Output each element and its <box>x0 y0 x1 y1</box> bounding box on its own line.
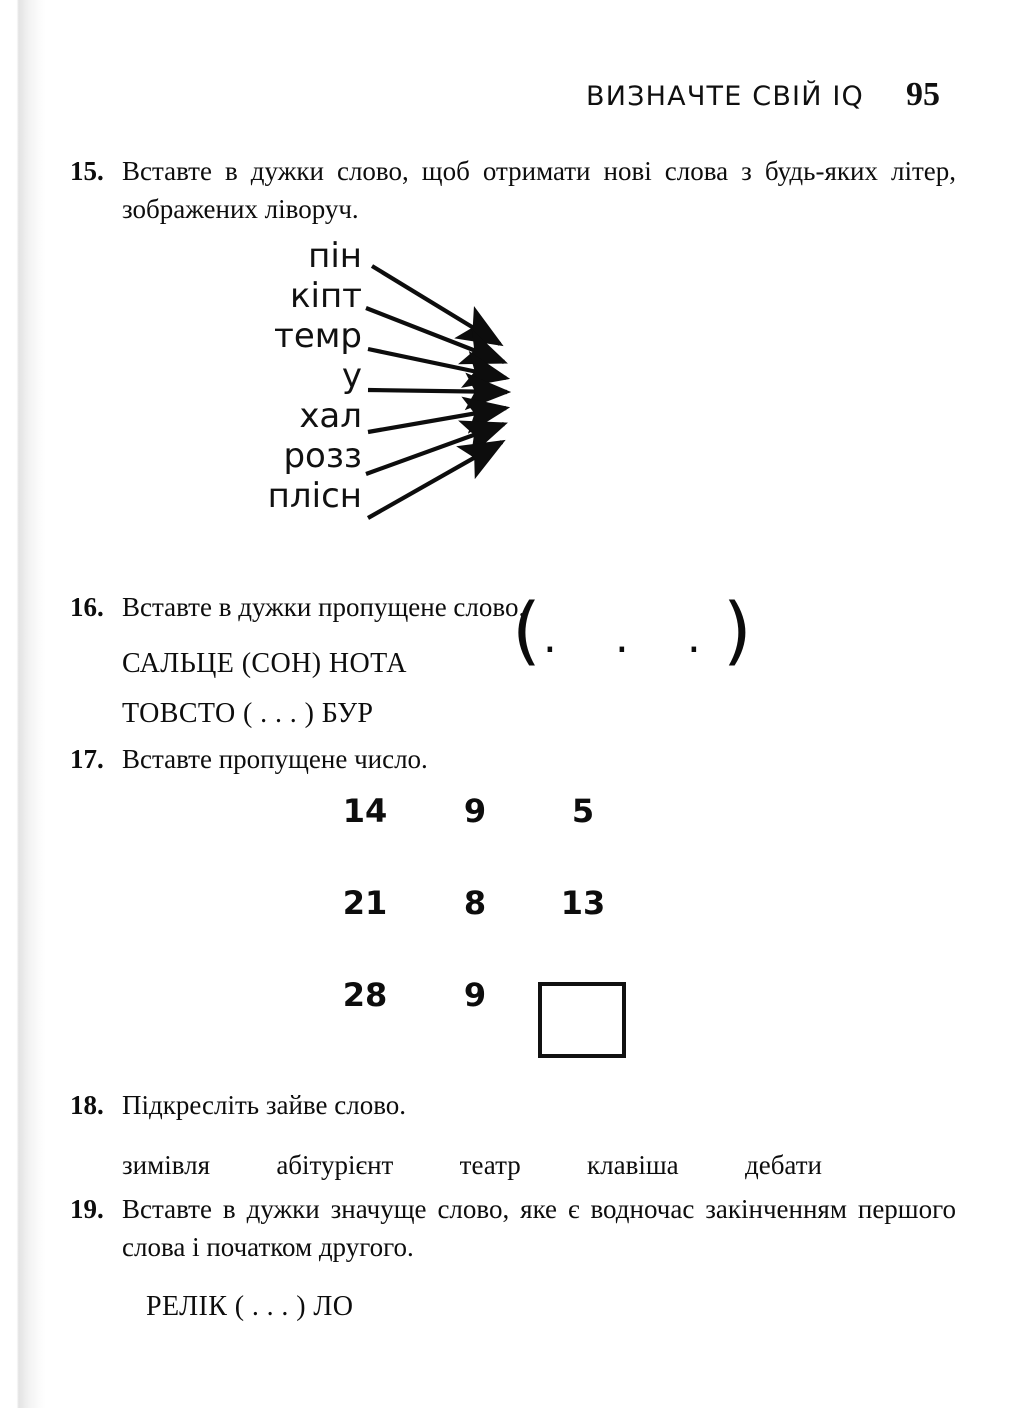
arrow-3 <box>368 390 507 392</box>
question-18 <box>0 1086 1012 1181</box>
option-word-0[interactable]: зимівля <box>122 1150 210 1181</box>
question-18-word-row <box>0 1150 882 1181</box>
number-cell: 8 <box>463 884 487 922</box>
paren-close: ) <box>722 588 754 674</box>
word-item-0: пін <box>308 236 362 276</box>
number-cell: 14 <box>342 792 388 830</box>
question-17 <box>0 740 1012 778</box>
number-cell: 9 <box>463 792 487 830</box>
word-item-2: темр <box>274 316 362 356</box>
word-item-1: кіпт <box>289 276 362 316</box>
word-item-6: плісн <box>267 476 362 516</box>
question-17-heading <box>0 740 1012 778</box>
running-header <box>586 76 940 114</box>
number-cell: 28 <box>342 976 388 1014</box>
option-word-4[interactable]: дебати <box>744 1150 822 1181</box>
number-cell: 21 <box>342 884 388 922</box>
number-cell: 9 <box>463 976 487 1014</box>
word-item-5: розз <box>283 436 362 476</box>
question-17-number: 17. <box>70 744 104 774</box>
page-number: 95 <box>906 76 940 113</box>
question-17-number-grid <box>0 792 1012 1068</box>
paren-dots: . . . <box>542 612 723 663</box>
question-19 <box>0 1190 1012 1323</box>
question-16-puzzle-line: ТОВСТО ( . . . ) БУР <box>122 698 374 730</box>
question-18-number: 18. <box>70 1090 104 1120</box>
arrow-group <box>366 266 507 518</box>
number-cell: 5 <box>571 792 595 830</box>
question-18-heading <box>0 1086 1012 1124</box>
question-19-puzzle-line: РЕЛІК ( . . . ) ЛО <box>146 1290 354 1322</box>
question-16-prompt: Вставте в дужки пропущене слово. <box>122 592 526 622</box>
question-16-example-line: САЛЬЦЕ (СОН) НОТА <box>122 648 407 680</box>
question-15-prompt: Вставте в дужки слово, щоб отримати нові слова з будь-яких літер, зображених ліворуч. <box>122 156 956 225</box>
question-19-number: 19. <box>70 1194 104 1224</box>
arrow-5 <box>366 424 504 474</box>
paren-open: ( <box>512 588 543 674</box>
option-word-2[interactable]: театр <box>459 1150 521 1181</box>
option-word-1[interactable]: абітурієнт <box>276 1150 394 1181</box>
question-16-heading <box>0 588 1012 626</box>
header-title: ВИЗНАЧТЕ СВІЙ IQ <box>586 81 864 112</box>
question-15 <box>0 152 1012 229</box>
question-19-heading <box>0 1190 1012 1267</box>
question-18-prompt: Підкресліть зайве слово. <box>122 1090 407 1120</box>
arrow-6 <box>368 442 502 518</box>
question-16 <box>0 588 1012 730</box>
question-16-number: 16. <box>70 592 104 622</box>
question-15-heading <box>0 152 1012 229</box>
question-19-prompt: Вставте в дужки значуще слово, яке є водночас закінченням першого слова і початком другого. <box>122 1194 956 1263</box>
question-15-number: 15. <box>70 156 104 186</box>
question-17-prompt: Вставте пропущене число. <box>122 744 428 774</box>
missing-number-answer-box[interactable] <box>538 982 626 1058</box>
arrow-4 <box>368 408 506 432</box>
word-item-4: хал <box>299 396 362 436</box>
number-grid-row <box>0 884 1012 976</box>
number-grid-row <box>0 792 1012 884</box>
option-word-3[interactable]: клавіша <box>587 1150 679 1181</box>
converging-arrows <box>0 236 1012 566</box>
arrow-0 <box>372 266 500 344</box>
word-item-3: у <box>341 356 362 396</box>
number-cell: 13 <box>560 884 606 922</box>
number-grid-row <box>0 976 1012 1068</box>
